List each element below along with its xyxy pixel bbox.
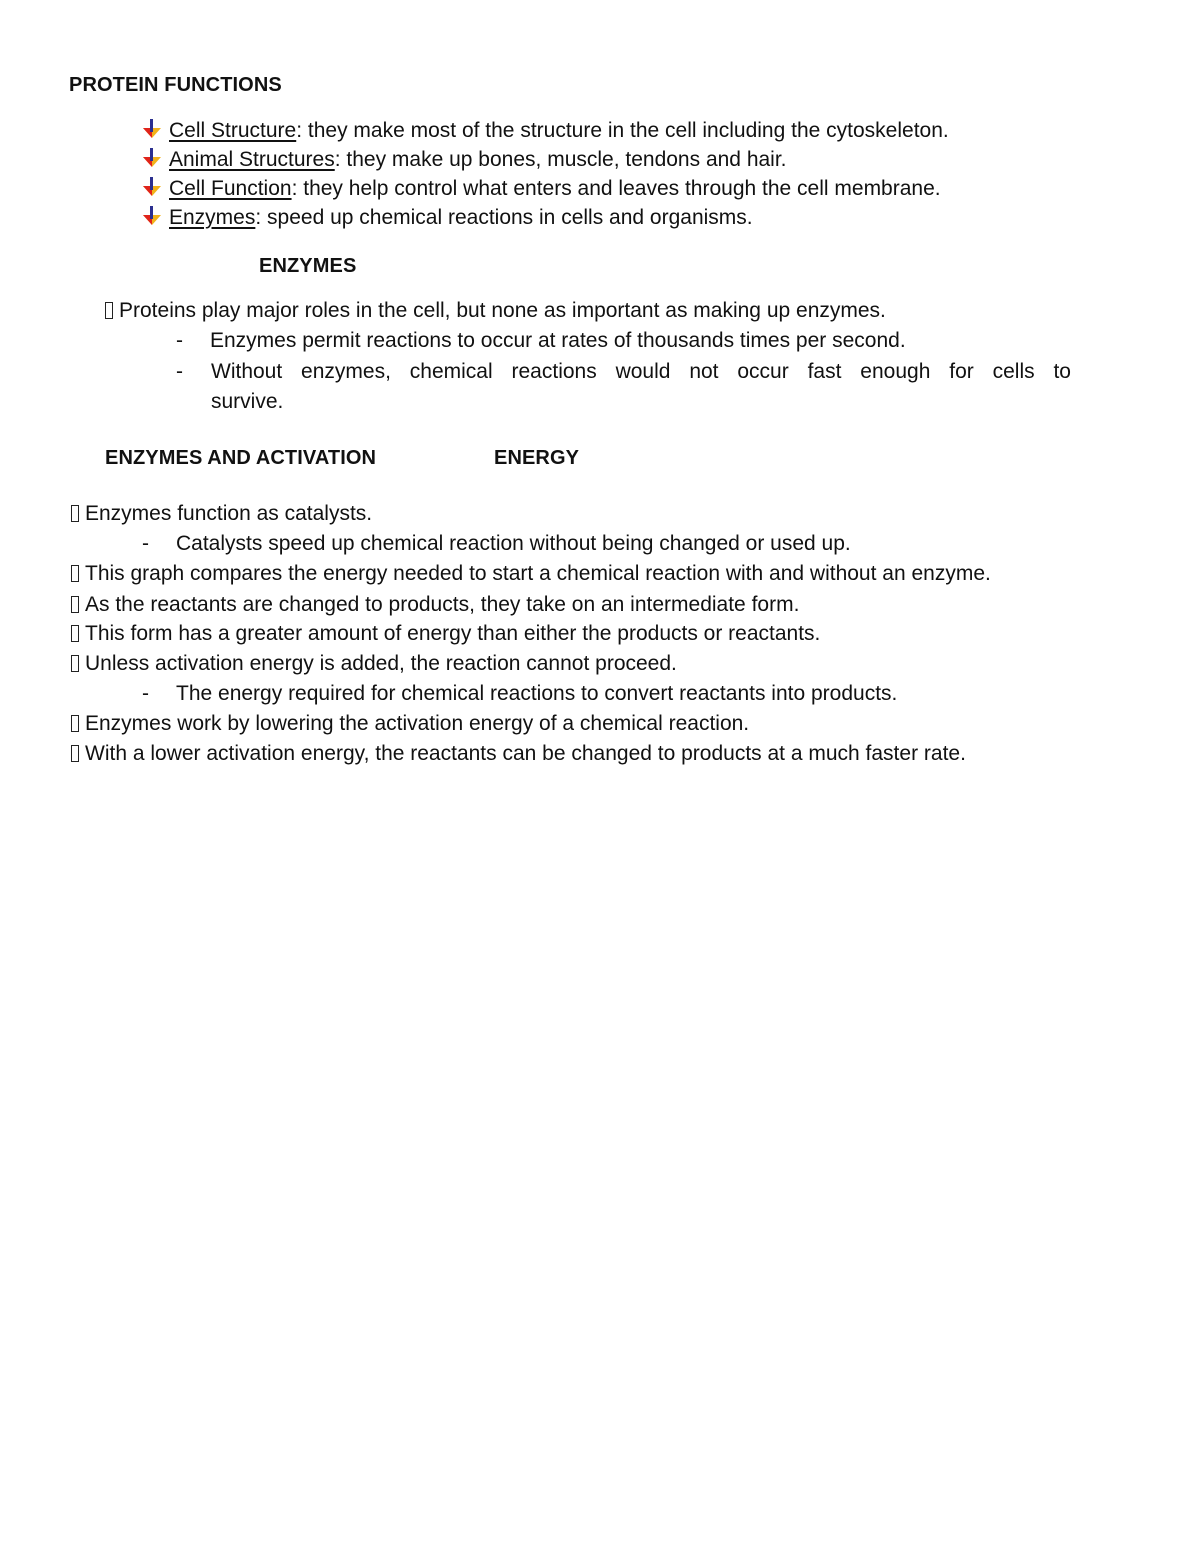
item-term: Cell Function — [169, 177, 292, 200]
line-text: With a lower activation energy, the reactants can be changed to products at a much faster rate. — [85, 742, 966, 765]
item-description: : speed up chemical reactions in cells and organisms. — [255, 206, 753, 229]
activation-line-7 — [142, 682, 897, 706]
activation-line-3 — [71, 562, 991, 586]
protein-functions-heading: PROTEIN FUNCTIONS — [69, 74, 282, 96]
dash-bullet-icon: - — [176, 329, 183, 352]
item-description: : they make most of the structure in the cell including the cytoskeleton. — [296, 119, 949, 142]
line-text: Enzymes work by lowering the activation energy of a chemical reaction. — [85, 712, 750, 735]
down-arrow-bullet-icon — [142, 118, 162, 140]
activation-line-8 — [71, 712, 749, 736]
down-arrow-bullet-icon — [142, 147, 162, 169]
enzymes-heading: ENZYMES — [259, 255, 357, 277]
enzymes-sub-1 — [176, 329, 906, 353]
down-arrow-bullet-icon — [142, 205, 162, 227]
activation-line-5 — [71, 622, 820, 646]
line-text: This graph compares the energy needed to start a chemical reaction with and without an enzyme. — [85, 562, 991, 585]
activation-line-2 — [142, 532, 851, 556]
dash-bullet-icon: - — [176, 360, 183, 383]
enzymes-sub-2-dash — [176, 360, 210, 384]
enzymes-sub-2-cont: survive. — [211, 390, 284, 413]
item-term: Cell Structure — [169, 119, 297, 142]
line-text: This form has a greater amount of energy than either the products or reactants. — [85, 622, 821, 645]
activation-line-9 — [71, 742, 966, 766]
activation-line-1 — [71, 502, 372, 526]
protein-item-enzymes — [142, 205, 753, 230]
activation-line-6 — [71, 652, 677, 676]
protein-item-cell-structure — [142, 118, 949, 143]
protein-item-animal-structures — [142, 147, 787, 172]
item-term: Enzymes — [169, 206, 256, 229]
item-description: : they help control what enters and leaves through the cell membrane. — [291, 177, 941, 200]
square-bullet-icon — [105, 302, 113, 319]
bullet-text: Proteins play major roles in the cell, but none as important as making up enzymes. — [119, 299, 886, 322]
line-text: The energy required for chemical reactions to convert reactants into products. — [176, 682, 898, 705]
square-bullet-icon — [71, 505, 79, 522]
line-text: Catalysts speed up chemical reaction without being changed or used up. — [176, 532, 851, 555]
line-text: Enzymes function as catalysts. — [85, 502, 373, 525]
activation-heading-left: ENZYMES AND ACTIVATION — [105, 447, 377, 469]
activation-line-4 — [71, 593, 799, 617]
enzymes-bullet — [105, 299, 886, 323]
down-arrow-bullet-icon — [142, 176, 162, 198]
item-term: Animal Structures — [169, 148, 335, 171]
dash-bullet-icon: - — [142, 532, 149, 555]
line-text: As the reactants are changed to products, they take on an intermediate form. — [85, 593, 800, 616]
square-bullet-icon — [71, 625, 79, 642]
sub-text: Enzymes permit reactions to occur at rates of thousands times per second. — [210, 329, 906, 352]
square-bullet-icon — [71, 715, 79, 732]
enzymes-sub-2: Without enzymes, chemical reactions would not occur fast enough for cells to — [211, 360, 1071, 383]
square-bullet-icon — [71, 655, 79, 672]
line-text: Unless activation energy is added, the reaction cannot proceed. — [85, 652, 677, 675]
protein-item-cell-function — [142, 176, 941, 201]
dash-bullet-icon: - — [142, 682, 149, 705]
square-bullet-icon — [71, 596, 79, 613]
activation-heading-right: ENERGY — [494, 447, 580, 469]
item-description: : they make up bones, muscle, tendons and hair. — [334, 148, 787, 171]
square-bullet-icon — [71, 565, 79, 582]
square-bullet-icon — [71, 745, 79, 762]
